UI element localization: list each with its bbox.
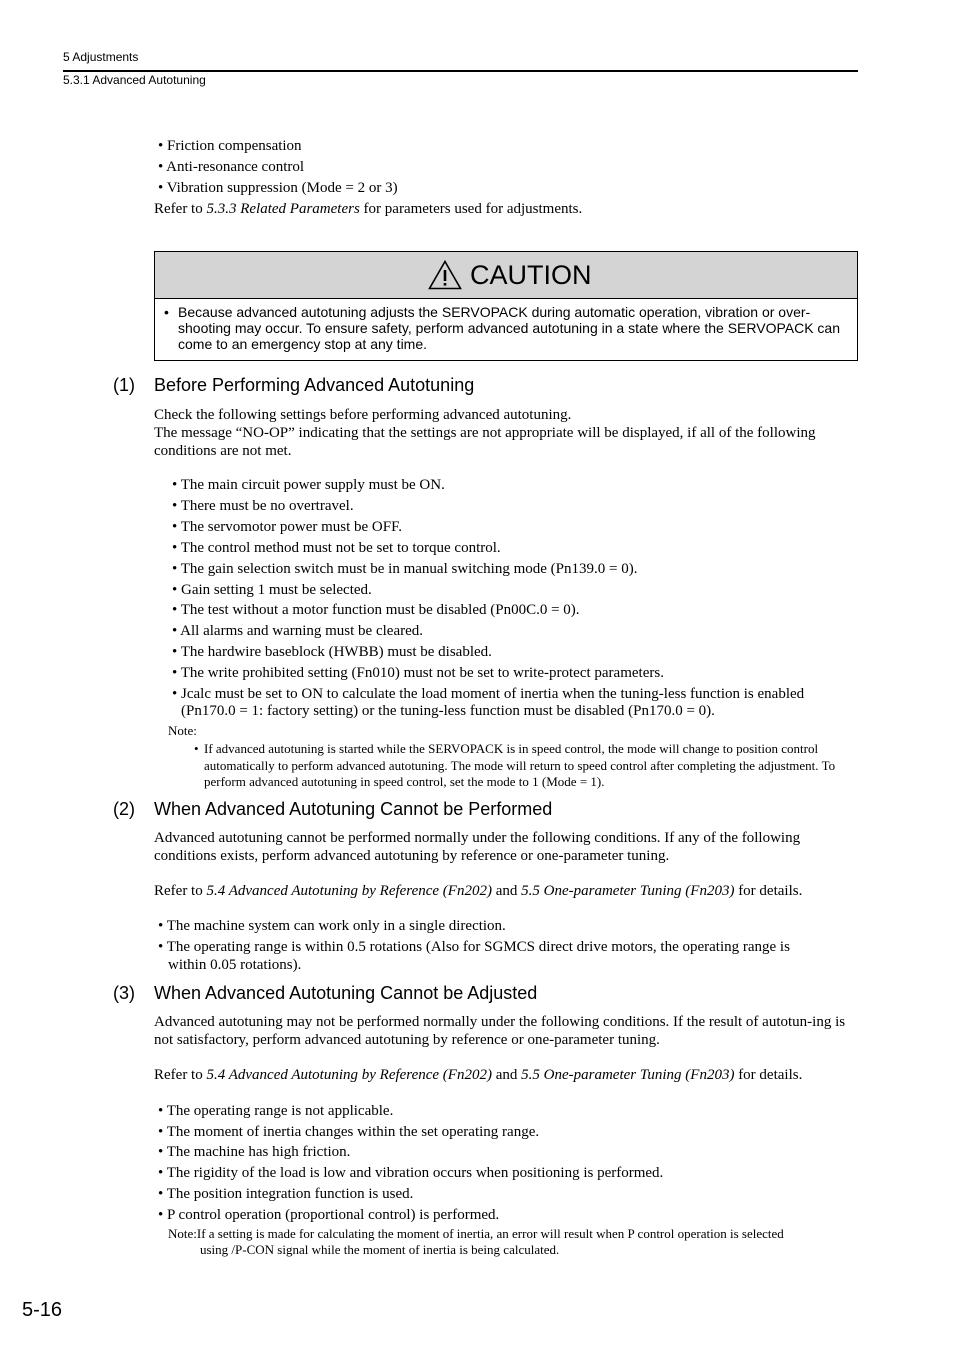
caution-box bbox=[154, 251, 858, 361]
intro-item: • Friction compensation bbox=[158, 138, 302, 154]
list-item-line1: • The operating range is within 0.5 rotations (Also for SGMCS direct drive motors, the operating range is bbox=[158, 939, 790, 955]
section-number: (3) bbox=[113, 983, 135, 1003]
caution-title: CAUTION bbox=[470, 260, 592, 290]
note-line2: using /P-CON signal while the moment of inertia is being calculated. bbox=[200, 1242, 560, 1257]
advanced-autotuning-by-reference-link[interactable]: 5.4 Advanced Autotuning by Reference (Fn202) bbox=[206, 1067, 492, 1083]
list-item: • The hardwire baseblock (HWBB) must be disabled. bbox=[172, 644, 492, 660]
list-item: • Gain setting 1 must be selected. bbox=[172, 582, 372, 598]
list-item: • The moment of inertia changes within the set operating range. bbox=[158, 1124, 540, 1140]
list-item: • The test without a motor function must be disabled (Pn00C.0 = 0). bbox=[172, 602, 580, 618]
section-title: Before Performing Advanced Autotuning bbox=[154, 375, 475, 395]
list-item: • There must be no overtravel. bbox=[172, 498, 354, 514]
section3-refer: Refer to 5.4 Advanced Autotuning by Reference (Fn202) and 5.5 One-parameter Tuning (Fn203) for details. bbox=[154, 1067, 803, 1083]
section-heading-3 bbox=[113, 982, 813, 1004]
list-item: • The gain selection switch must be in manual switching mode (Pn139.0 = 0). bbox=[172, 561, 638, 577]
list-item: • The control method must not be set to torque control. bbox=[172, 540, 501, 556]
section3-para: Advanced autotuning may not be performed normally under the following conditions. If the result of autotun-ing is not satisfactory, perform advanced autotuning by reference or one-parameter tuning. bbox=[154, 1014, 846, 1048]
list-item: • The servomotor power must be OFF. bbox=[172, 519, 403, 535]
section-title: When Advanced Autotuning Cannot be Performed bbox=[154, 799, 553, 819]
list-item: • P control operation (proportional control) is performed. bbox=[158, 1207, 500, 1223]
section-title: When Advanced Autotuning Cannot be Adjusted bbox=[154, 983, 538, 1003]
caution-bullet: • bbox=[164, 304, 169, 320]
list-item-jcalc-line1: • Jcalc must be set to ON to calculate the load moment of inertia when the tuning-less function is enabled bbox=[172, 686, 805, 702]
list-item: • The operating range is not applicable. bbox=[158, 1103, 394, 1119]
warning-triangle-icon bbox=[428, 260, 462, 290]
list-item: • The write prohibited setting (Fn010) must not be set to write-protect parameters. bbox=[172, 665, 664, 681]
section2-para: Advanced autotuning cannot be performed normally under the following conditions. If any of the following conditions exists, perform advanced autotuning by reference or one-parameter tuning. bbox=[154, 830, 801, 864]
list-item: • The rigidity of the load is low and vibration occurs when positioning is performed. bbox=[158, 1165, 664, 1181]
list-item: • The machine system can work only in a single direction. bbox=[158, 918, 506, 934]
section1-para1: Check the following settings before performing advanced autotuning. bbox=[154, 407, 572, 423]
section2-refer: Refer to 5.4 Advanced Autotuning by Reference (Fn202) and 5.5 One-parameter Tuning (Fn203) for details. bbox=[154, 883, 803, 899]
header-rule bbox=[63, 70, 858, 72]
note-label: Note: bbox=[168, 723, 197, 738]
section-heading-2 bbox=[113, 798, 813, 820]
caution-header bbox=[155, 252, 857, 299]
section-heading-1 bbox=[113, 374, 813, 396]
advanced-autotuning-by-reference-link[interactable]: 5.4 Advanced Autotuning by Reference (Fn202) bbox=[206, 883, 492, 899]
one-parameter-tuning-link[interactable]: 5.5 One-parameter Tuning (Fn203) bbox=[521, 883, 735, 899]
intro-item: • Vibration suppression (Mode = 2 or 3) bbox=[158, 180, 398, 196]
list-item: • The main circuit power supply must be ON. bbox=[172, 477, 445, 493]
list-item-line2: within 0.05 rotations). bbox=[168, 957, 302, 973]
section-number: (2) bbox=[113, 799, 135, 819]
related-parameters-link[interactable]: 5.3.3 Related Parameters bbox=[206, 201, 360, 217]
intro-item: • Anti-resonance control bbox=[158, 159, 305, 175]
one-parameter-tuning-link[interactable]: 5.5 One-parameter Tuning (Fn203) bbox=[521, 1067, 735, 1083]
section1-para2: The message “NO-OP” indicating that the settings are not appropriate will be displayed, if all of the following conditions are not met. bbox=[154, 425, 816, 459]
running-header-chapter: 5 Adjustments bbox=[63, 50, 139, 64]
list-item: • The machine has high friction. bbox=[158, 1144, 351, 1160]
section-number: (1) bbox=[113, 375, 135, 395]
note-bullet: • bbox=[194, 741, 199, 756]
intro-refer: Refer to 5.3.3 Related Parameters for parameters used for adjustments. bbox=[154, 201, 583, 217]
running-header-section: 5.3.1 Advanced Autotuning bbox=[63, 73, 206, 87]
note-text: If advanced autotuning is started while the SERVOPACK is in speed control, the mode will change to position control automatically to perform advanced autotuning. The mode will return to speed control after completing the adjustment. To perform advanced autotuning in speed control, set the mode to 1 (Mode = 1). bbox=[204, 741, 836, 789]
note-line1: Note:If a setting is made for calculating the moment of inertia, an error will result when P control operation is selected bbox=[168, 1226, 784, 1241]
list-item: • All alarms and warning must be cleared. bbox=[172, 623, 424, 639]
page-number: 5-16 bbox=[22, 1299, 63, 1321]
list-item: • The position integration function is used. bbox=[158, 1186, 414, 1202]
caution-text: Because advanced autotuning adjusts the SERVOPACK during automatic operation, vibration or over-shooting may occur. To ensure safety, perform advanced autotuning in a state where the SERVOPACK can come to an emergency stop at any time. bbox=[178, 304, 841, 352]
list-item-jcalc-line2: (Pn170.0 = 1: factory setting) or the tuning-less function must be disabled (Pn170.0 = 0). bbox=[181, 703, 715, 719]
